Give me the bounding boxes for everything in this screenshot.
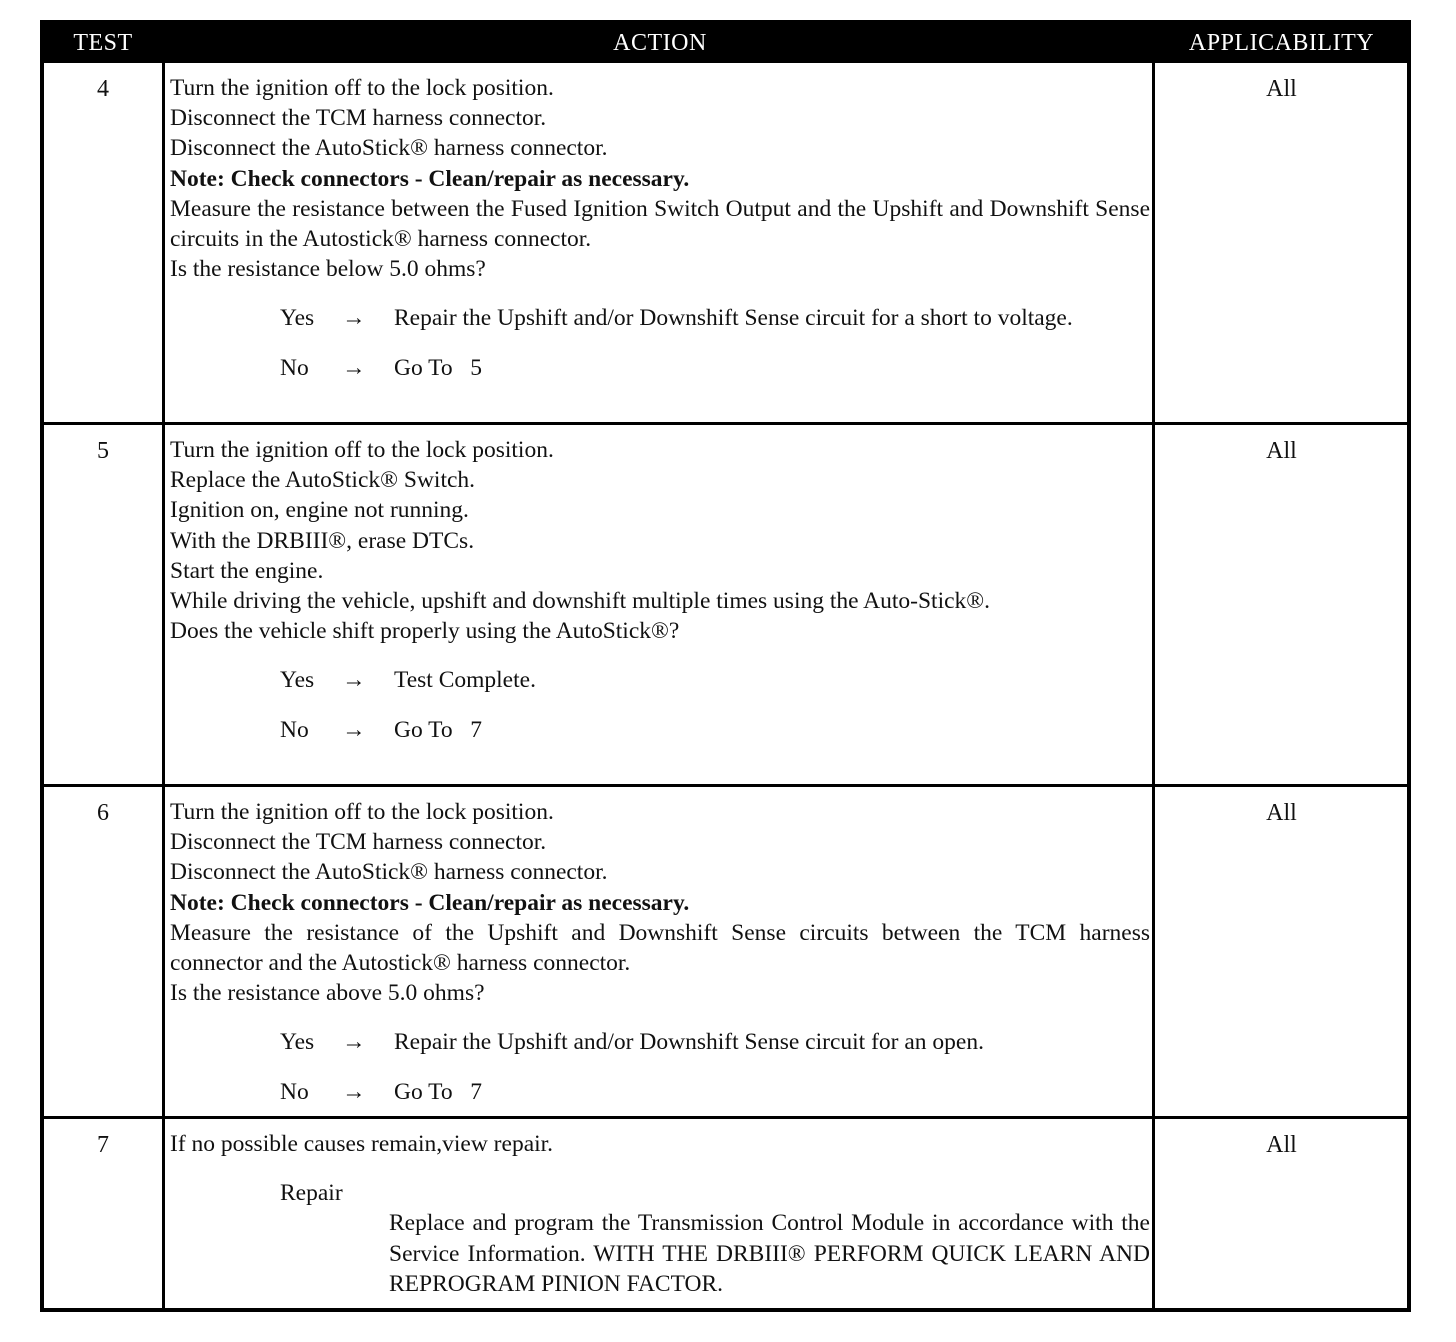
header-test: TEST [73, 30, 133, 56]
action-line: Disconnect the TCM harness connector. [170, 829, 547, 856]
yes-answer [170, 303, 1150, 333]
no-label: No [280, 1078, 309, 1105]
action-line: Ignition on, engine not running. [170, 497, 469, 524]
applicability-cell: All [1266, 800, 1297, 826]
test-number: 4 [97, 76, 109, 102]
question-line: Does the vehicle shift properly using the AutoStick®? [170, 618, 680, 645]
repair-text: Replace and program the Transmission Control Module in accordance with the Service Information. WITH THE DRBIII® PERFORM QUICK LEARN AND REPROGRAM PINION FACTOR. [389, 1210, 1150, 1297]
note-line: Note: Check connectors - Clean/repair as necessary. [170, 165, 690, 192]
yes-text: Test Complete. [394, 667, 536, 694]
applicability-cell: All [1266, 438, 1297, 464]
yes-answer [170, 1027, 1150, 1057]
action-cell [170, 1129, 1150, 1299]
action-cell [170, 435, 1150, 745]
applicability-cell: All [1266, 1132, 1297, 1158]
arrow-icon: → [342, 667, 366, 694]
action-line: Start the engine. [170, 557, 324, 584]
header-action: ACTION [613, 30, 707, 56]
action-line: Turn the ignition off to the lock position. [170, 75, 554, 101]
no-label: No [280, 354, 309, 381]
table-header [44, 24, 1407, 63]
arrow-icon: → [342, 1029, 366, 1056]
test-number: 6 [97, 800, 109, 826]
test-number: 5 [97, 438, 109, 464]
yes-label: Yes [280, 305, 315, 332]
no-text: Go To 7 [394, 1078, 483, 1105]
arrow-icon: → [342, 305, 366, 332]
action-paragraph: While driving the vehicle, upshift and downshift multiple times using the Auto-Stick®. [170, 588, 991, 615]
arrow-icon: → [342, 716, 366, 743]
row-divider [44, 422, 1407, 425]
applicability-cell: All [1266, 76, 1297, 102]
test-number: 7 [97, 1132, 109, 1158]
action-cell [170, 73, 1150, 383]
action-line: If no possible causes remain,view repair. [170, 1131, 554, 1157]
no-text: Go To 7 [394, 716, 483, 743]
action-line: Disconnect the AutoStick® harness connector. [170, 859, 608, 886]
no-answer [170, 1077, 1150, 1107]
action-line: Replace the AutoStick® Switch. [170, 467, 476, 494]
no-answer [170, 715, 1150, 745]
question-line: Is the resistance above 5.0 ohms? [170, 980, 485, 1007]
yes-text: Repair the Upshift and/or Downshift Sense circuit for an open. [394, 1029, 984, 1056]
diagnostic-table [40, 20, 1411, 1312]
row-divider [44, 1116, 1407, 1119]
column-divider [1152, 63, 1155, 1308]
action-line: With the DRBIII®, erase DTCs. [170, 527, 475, 554]
action-line: Turn the ignition off to the lock position. [170, 799, 554, 825]
yes-label: Yes [280, 667, 315, 694]
yes-text: Repair the Upshift and/or Downshift Sense circuit for a short to voltage. [394, 305, 1073, 332]
no-text: Go To 5 [394, 354, 483, 381]
repair-label: Repair [280, 1180, 343, 1207]
yes-label: Yes [280, 1029, 315, 1056]
header-applicability: APPLICABILITY [1188, 30, 1375, 56]
action-line: Disconnect the TCM harness connector. [170, 105, 547, 132]
action-line: Turn the ignition off to the lock position. [170, 437, 554, 463]
action-paragraph: Measure the resistance between the Fused Ignition Switch Output and the Upshift and Downshift Sense circuits in the Autostick® harness connector. [170, 195, 1150, 253]
action-paragraph: Measure the resistance of the Upshift and Downshift Sense circuits between the TCM harness connector and the Autostick® harness connector. [170, 919, 1150, 977]
column-divider [162, 63, 165, 1308]
arrow-icon: → [342, 1078, 366, 1105]
action-line: Disconnect the AutoStick® harness connector. [170, 135, 608, 162]
note-line: Note: Check connectors - Clean/repair as necessary. [170, 889, 690, 916]
no-label: No [280, 716, 309, 743]
arrow-icon: → [342, 354, 366, 381]
action-cell [170, 797, 1150, 1107]
repair-block [170, 1178, 1150, 1299]
row-divider [44, 784, 1407, 787]
yes-answer [170, 665, 1150, 695]
question-line: Is the resistance below 5.0 ohms? [170, 256, 486, 283]
no-answer [170, 353, 1150, 383]
